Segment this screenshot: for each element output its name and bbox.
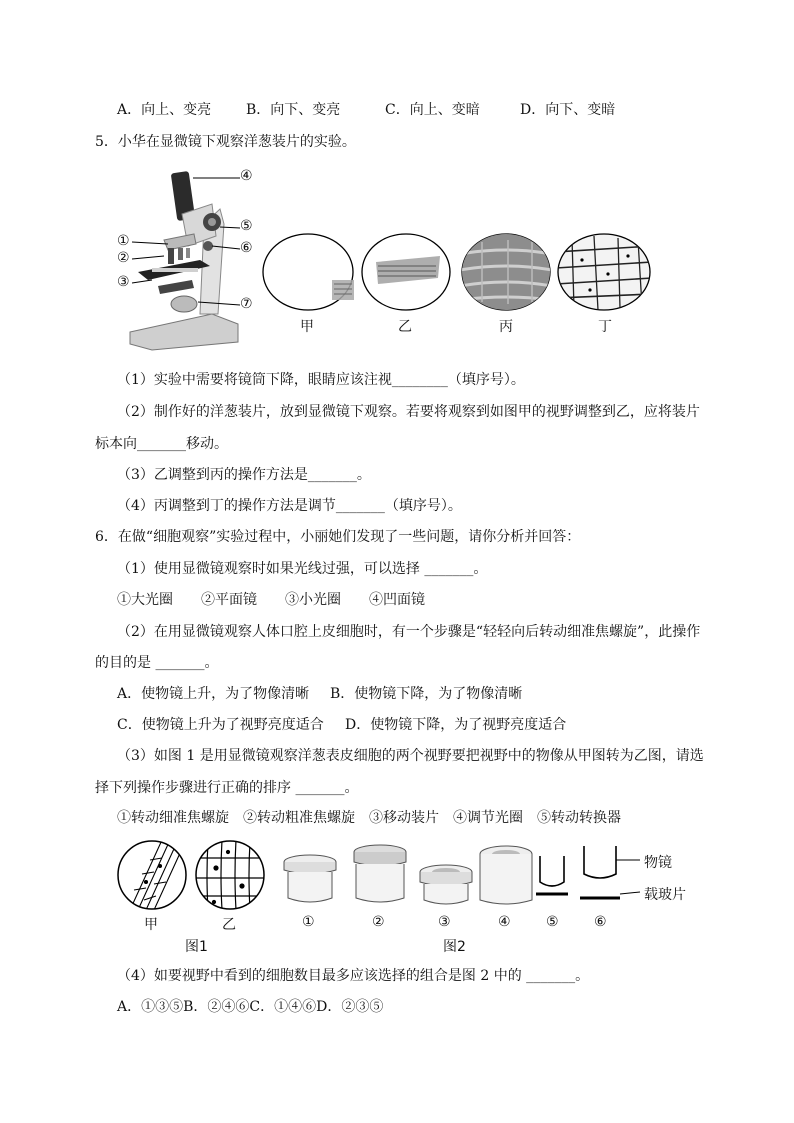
scope-label-2: ② — [117, 250, 130, 266]
view-label-bing: 丙 — [499, 319, 513, 335]
q6-sub2-option-a: A．使物镜上升，为了物像清晰 — [117, 686, 310, 702]
q6-sub2-option-c: C．使物镜上升为了视野亮度适合 — [117, 717, 324, 733]
q5-sub4: （4）丙调整到丁的操作方法是调节_______（填序号）。 — [117, 498, 462, 514]
fig2-label-4: ④ — [498, 914, 511, 930]
fig2-slide-label: 载玻片 — [644, 887, 686, 903]
view-label-jia: 甲 — [300, 319, 314, 335]
figure-1 — [116, 838, 276, 914]
q6-sub2-option-b: B．使物镜下降，为了物像清晰 — [330, 686, 523, 702]
fig2-label-3: ③ — [438, 914, 451, 930]
q6-sub3b: 择下列操作步骤进行正确的排序 _______。 — [95, 780, 359, 796]
fig2-label-6: ⑥ — [594, 914, 607, 930]
q4-option-d: D．向下、变暗 — [520, 102, 616, 118]
q6-stem: 6．在做“细胞观察”实验过程中，小丽她们发现了一些问题，请你分析并回答： — [95, 529, 581, 545]
q5-sub3: （3）乙调整到丙的操作方法是_______。 — [117, 467, 371, 483]
q4-option-a: A．向上、变亮 — [117, 102, 212, 118]
fig2-caption: 图2 — [443, 939, 466, 955]
view-label-ding: 丁 — [598, 319, 612, 335]
fig2-label-1: ① — [302, 914, 315, 930]
q6-sub1-options: ①大光圈 ②平面镜 ③小光圈 ④凹面镜 — [117, 592, 425, 608]
fig1-label-jia: 甲 — [144, 917, 158, 933]
q4-option-b: B．向下、变亮 — [246, 102, 341, 118]
q4-option-c: C．向上、变暗 — [385, 102, 480, 118]
scope-label-1: ① — [117, 233, 130, 249]
q6-sub1: （1）使用显微镜观察时如果光线过强，可以选择 _______。 — [117, 561, 488, 577]
q6-sub3-steps: ①转动细准焦螺旋 ②转动粗准焦螺旋 ③移动装片 ④调节光圈 ⑤转动转换器 — [117, 810, 621, 826]
q6-sub4-options: A．①③⑤B．②④⑥C．①④⑥D．②③⑤ — [117, 999, 384, 1015]
q5-stem: 5．小华在显微镜下观察洋葱装片的实验。 — [95, 134, 356, 150]
fig2-label-5: ⑤ — [546, 914, 559, 930]
q6-sub2-option-d: D．使物镜下降，为了视野亮度适合 — [345, 717, 567, 733]
figure-2 — [280, 842, 680, 912]
fig2-label-2: ② — [372, 914, 385, 930]
view-label-yi: 乙 — [398, 319, 412, 335]
scope-label-5: ⑤ — [240, 218, 253, 234]
scope-label-7: ⑦ — [240, 296, 253, 312]
scope-label-4: ④ — [240, 168, 253, 184]
q5-sub1: （1）实验中需要将镜筒下降，眼睛应该注视________（填序号）。 — [117, 372, 525, 388]
scope-label-3: ③ — [117, 274, 130, 290]
fig2-objective-label: 物镜 — [644, 855, 672, 871]
fields-of-view — [262, 232, 712, 312]
scope-label-6: ⑥ — [240, 240, 253, 256]
microscope-figure — [112, 164, 272, 354]
q6-sub4: （4）如要视野中看到的细胞数目最多应该选择的组合是图 2 中的 _______。 — [117, 968, 590, 984]
q6-sub3a: （3）如图 1 是用显微镜观察洋葱表皮细胞的两个视野要把视野中的物像从甲图转为乙图，请选 — [117, 748, 704, 764]
q6-sub2b: 的目的是 _______。 — [95, 655, 219, 671]
q5-sub2a: （2）制作好的洋葱装片，放到显微镜下观察。若要将观察到如图甲的视野调整到乙，应将装片 — [117, 404, 700, 420]
q6-sub2a: （2）在用显微镜观察人体口腔上皮细胞时，有一个步骤是“轻轻向后转动细准焦螺旋”，此操作 — [117, 624, 701, 640]
fig1-label-yi: 乙 — [222, 917, 236, 933]
fig1-caption: 图1 — [185, 939, 208, 955]
q5-sub2b: 标本向_______移动。 — [95, 436, 228, 452]
